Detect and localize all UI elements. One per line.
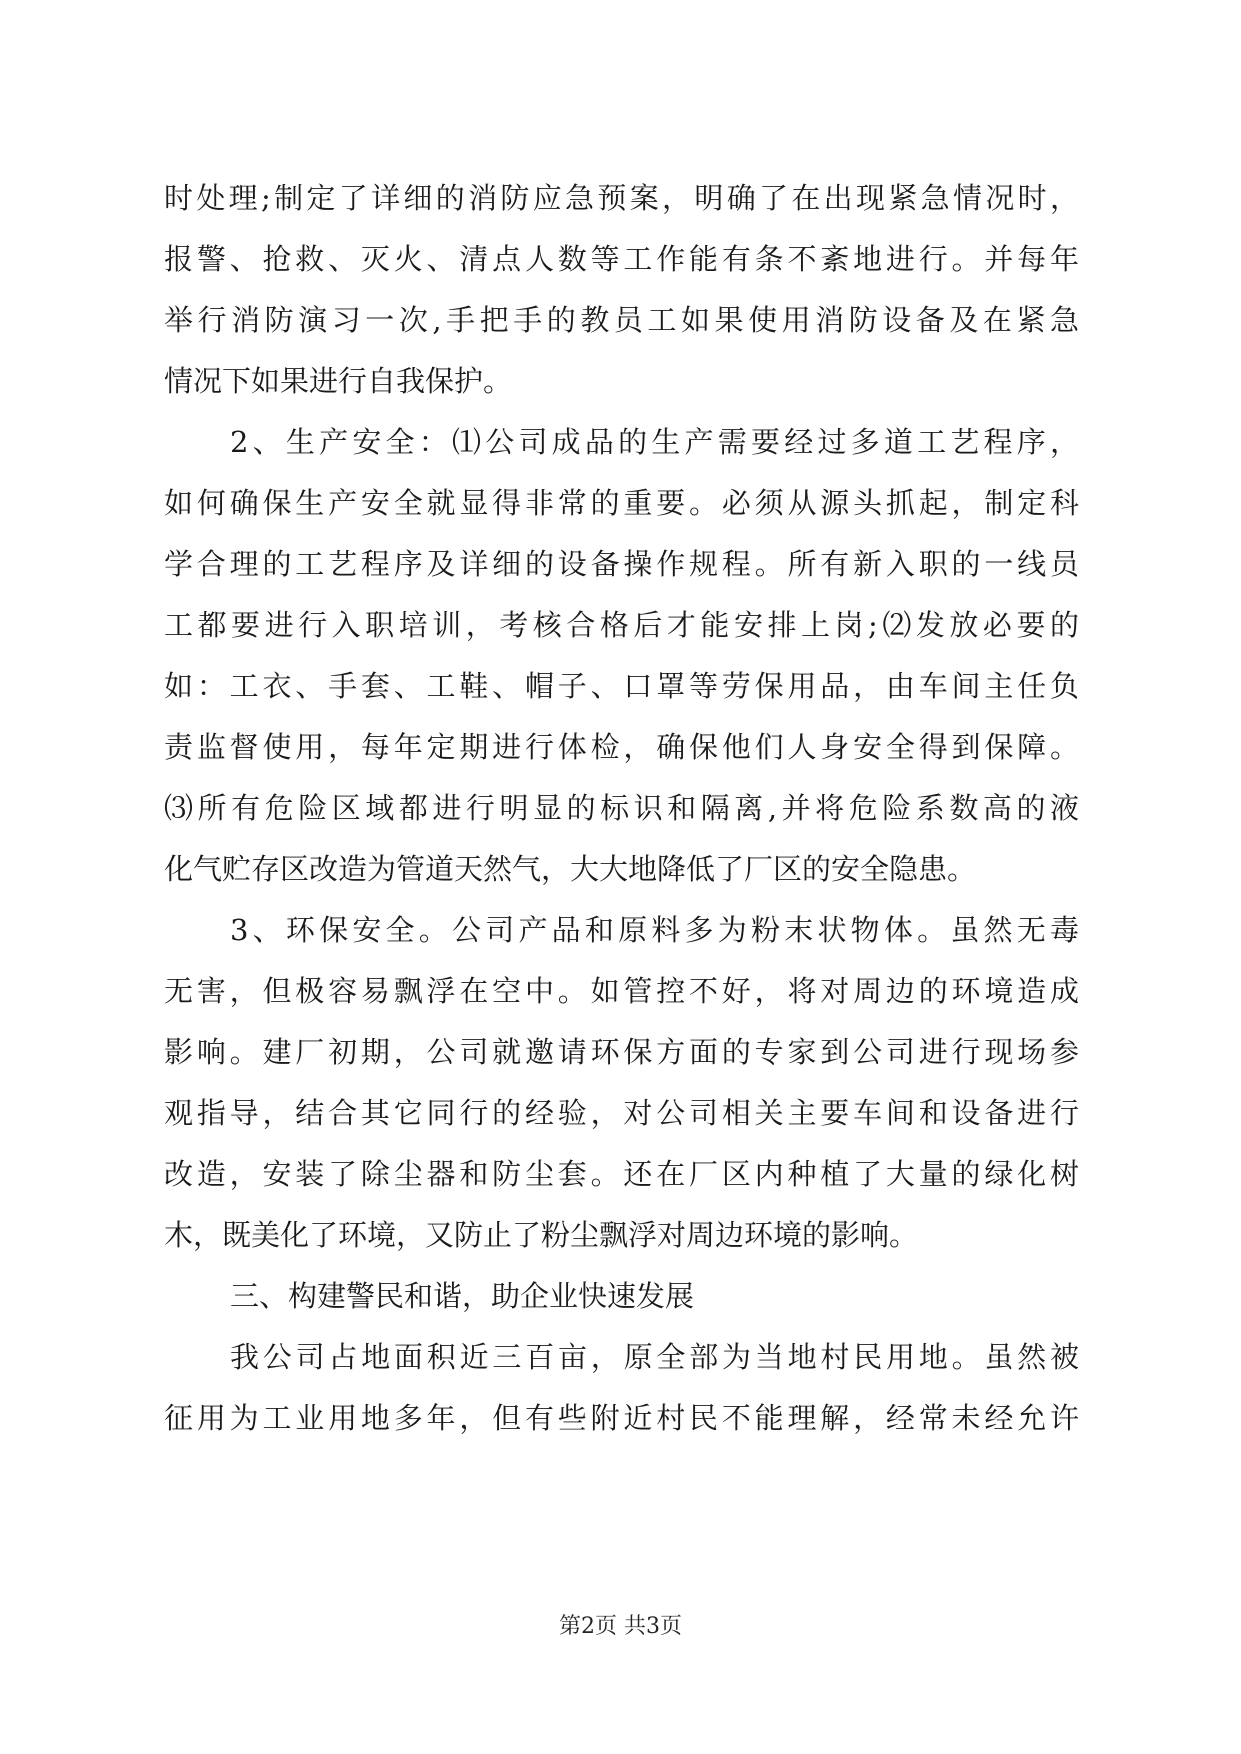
text-line: 我公司占地面积近三百亩，原全部为当地村民用地。虽然被	[230, 1340, 1079, 1374]
text-line: 木，既美化了环境，又防止了粉尘飘浮对周边环境的影响。	[164, 1218, 919, 1252]
text-line: 时处理;制定了详细的消防应急预案，明确了在出现紧急情况时，	[164, 181, 1079, 215]
text-line: 情况下如果进行自我保护。	[164, 364, 513, 398]
text-line: 学合理的工艺程序及详细的设备操作规程。所有新入职的一线员	[164, 547, 1079, 581]
text-line: 改造，安装了除尘器和防尘套。还在厂区内种植了大量的绿化树	[164, 1157, 1079, 1191]
text-line: ⑶所有危险区域都进行明显的标识和隔离,并将危险系数高的液	[164, 791, 1079, 825]
body-text	[164, 168, 1079, 1449]
text-line: 观指导，结合其它同行的经验，对公司相关主要车间和设备进行	[164, 1096, 1079, 1130]
text-line: 责监督使用，每年定期进行体检，确保他们人身安全得到保障。	[164, 730, 1079, 764]
text-line: 如何确保生产安全就显得非常的重要。必须从源头抓起，制定科	[164, 486, 1079, 520]
page-footer: 第2页 共3页	[559, 1614, 682, 1639]
text-line: 无害，但极容易飘浮在空中。如管控不好，将对周边的环境造成	[164, 974, 1079, 1008]
text-line: 2、生产安全：⑴公司成品的生产需要经过多道工艺程序，	[230, 425, 1079, 459]
text-line: 工都要进行入职培训，考核合格后才能安排上岗;⑵发放必要的	[164, 608, 1079, 642]
text-line: 如：工衣、手套、工鞋、帽子、口罩等劳保用品，由车间主任负	[164, 669, 1079, 703]
text-line: 3、环保安全。公司产品和原料多为粉末状物体。虽然无毒	[230, 913, 1079, 947]
text-line: 征用为工业用地多年，但有些附近村民不能理解，经常未经允许	[164, 1401, 1079, 1435]
text-line: 三、构建警民和谐，助企业快速发展	[230, 1279, 695, 1313]
text-line: 影响。建厂初期，公司就邀请环保方面的专家到公司进行现场参	[164, 1035, 1079, 1069]
text-line: 化气贮存区改造为管道天然气，大大地降低了厂区的安全隐患。	[164, 852, 977, 886]
text-line: 举行消防演习一次,手把手的教员工如果使用消防设备及在紧急	[164, 303, 1079, 337]
text-line: 报警、抢救、灭火、清点人数等工作能有条不紊地进行。并每年	[164, 242, 1079, 276]
